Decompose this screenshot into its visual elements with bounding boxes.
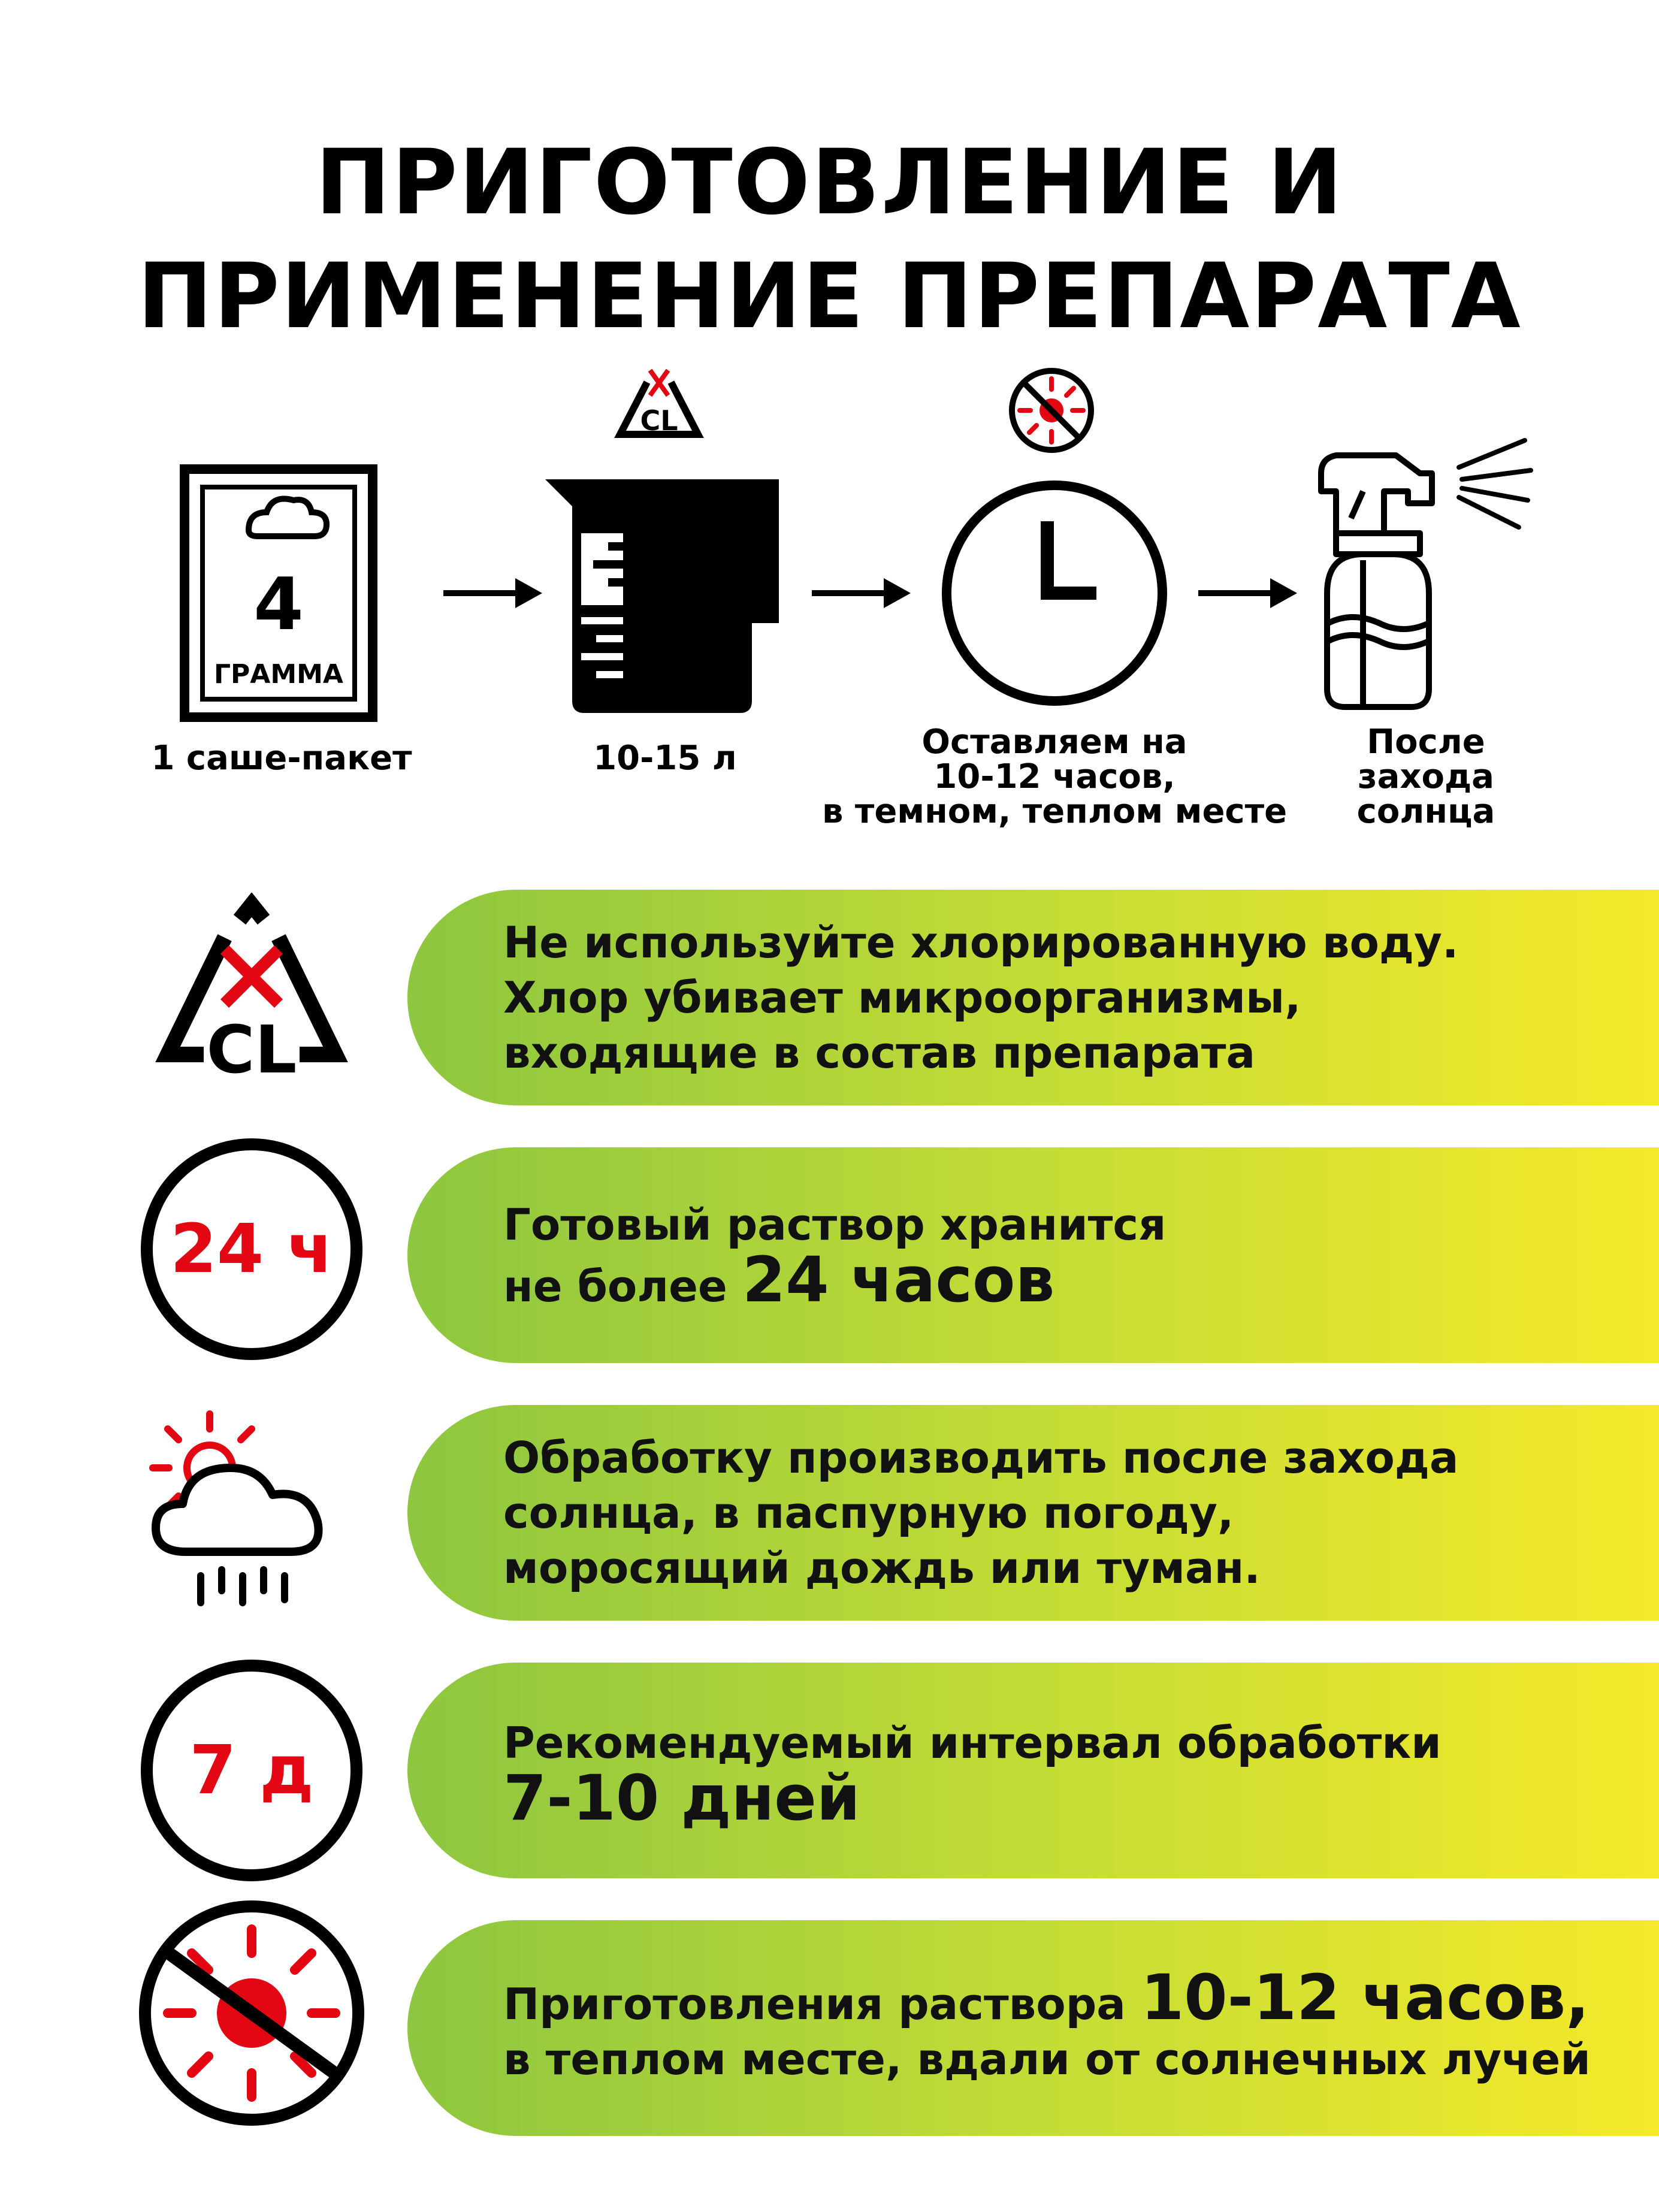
banner-line-1: Обработку производить после захода (503, 1433, 1459, 1483)
sachet-unit: ГРАММА (214, 659, 343, 690)
cl-text: CL (640, 404, 678, 437)
step-4-label-line-1: После (1367, 723, 1485, 761)
step-3-label-line-3: в темном, теплом месте (821, 792, 1288, 831)
no-chlorine-small-icon (614, 359, 704, 443)
title-line-2: ПРИМЕНЕНИЕ ПРЕПАРАТА (137, 244, 1522, 349)
sachet-icon (180, 464, 377, 722)
step-1-label: 1 саше-пакет (151, 739, 412, 778)
banner-line-1-emphasis: 10-12 часов, (1140, 1960, 1590, 2034)
banner-line-2 (503, 1243, 1630, 1316)
storage-time-text: 24 ч (170, 1210, 333, 1288)
banner-line-2-emphasis: 7-10 дней (503, 1761, 860, 1835)
banner-line-1: Готовый раствор хранится (503, 1199, 1167, 1250)
banner-line-2: солнца, в паспурную погоду, (503, 1488, 1234, 1538)
banner-line-2-emphasis: 24 часов (742, 1243, 1055, 1316)
spray-bottle-icon (1315, 431, 1537, 713)
arrow-right-icon (443, 575, 545, 611)
banner-line-1 (503, 1960, 1630, 2034)
step-3-label (821, 725, 1288, 829)
banner-line-3: моросящий дождь или туман. (503, 1543, 1261, 1593)
step-4-label-line-2: захода (1358, 757, 1494, 796)
info-banner-weather (407, 1405, 1659, 1621)
banner-text (503, 1405, 1630, 1621)
info-banner-interval (407, 1663, 1659, 1878)
clock-circle-icon (132, 1129, 371, 1369)
step-3-label-line-1: Оставляем на (921, 723, 1187, 761)
step-2-label: 10-15 л (593, 739, 737, 778)
cl-text: CL (206, 1011, 297, 1088)
banner-text (503, 1147, 1630, 1363)
arrow-right-icon (812, 575, 914, 611)
no-sun-small-icon (1007, 365, 1096, 455)
banner-line-2-text: не более (503, 1261, 742, 1312)
banner-line-1: Рекомендуемый интервал обработки (503, 1718, 1442, 1768)
banner-text (503, 890, 1630, 1105)
step-3-label-line-2: 10-12 часов, (933, 757, 1175, 796)
banner-text (503, 1920, 1630, 2136)
title-line-1: ПРИГОТОВЛЕНИЕ И (315, 131, 1344, 235)
banner-line-3: входящие в состав препарата (503, 1028, 1256, 1078)
spray-mist-icon (1459, 440, 1531, 527)
sachet-number: 4 (253, 563, 304, 646)
step-4-label (1288, 725, 1564, 829)
measuring-jug-icon (545, 473, 785, 713)
arrow-right-icon (1198, 575, 1300, 611)
step-4-label-line-3: солнца (1356, 792, 1495, 831)
banner-line-1: Не используйте хлорированную воду. (503, 917, 1459, 968)
no-sun-icon (132, 1893, 371, 2133)
banner-text (503, 1663, 1630, 1878)
interval-text: 7 д (189, 1731, 314, 1809)
banner-line-2: в теплом месте, вдали от солнечных лучей (503, 2033, 1591, 2084)
clock-icon (935, 473, 1174, 713)
page-title (0, 126, 1659, 353)
calendar-circle-icon (132, 1651, 371, 1890)
no-chlorine-icon (132, 893, 371, 1132)
banner-line-1-text: Приготовления раствора (503, 1978, 1141, 2029)
info-banner-chlorine (407, 890, 1659, 1105)
cloud-rain-sun-icon (132, 1396, 371, 1636)
info-banner-preparation (407, 1920, 1659, 2136)
info-banner-storage (407, 1147, 1659, 1363)
banner-line-2: Хлор убивает микроорганизмы, (503, 972, 1301, 1023)
